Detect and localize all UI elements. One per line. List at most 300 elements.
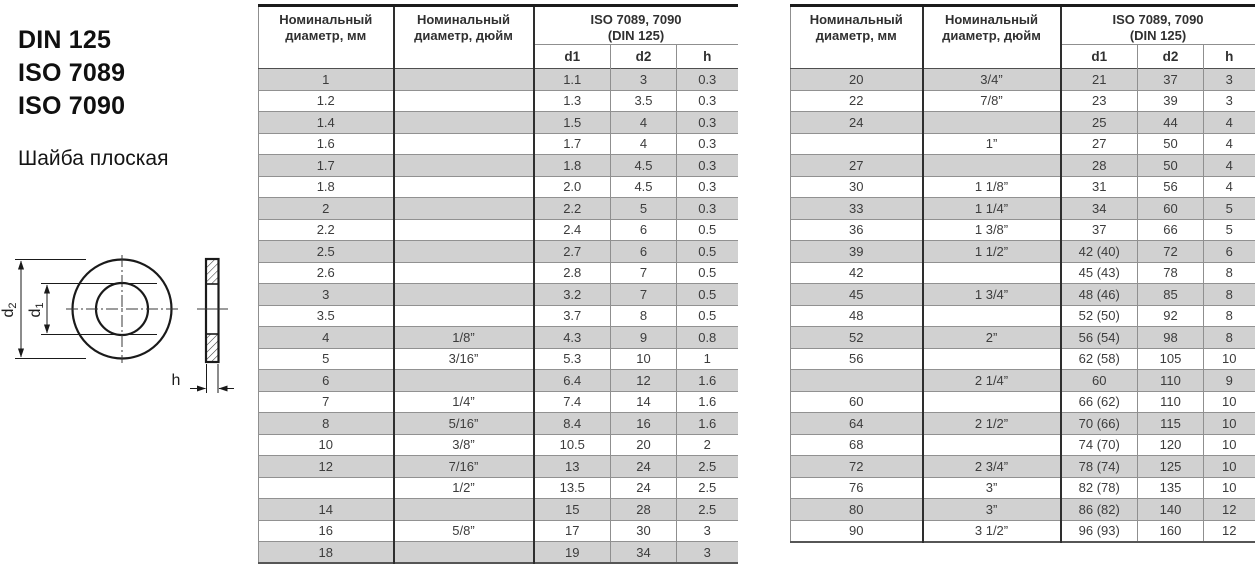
table-cell: 7 [611,284,677,306]
h-label: h [171,372,181,389]
table-header [259,6,738,69]
table-row [791,391,1255,413]
table-cell: 37 [1138,69,1204,91]
table-row [259,90,738,112]
table-row [791,155,1255,177]
table-cell: 62 (58) [1061,348,1138,370]
table-cell [394,305,534,327]
table-cell: 2.7 [534,241,611,263]
table-cell: 8 [1225,286,1233,302]
table-cell: 2.2 [534,198,611,220]
table-cell [923,112,1061,134]
table-row [791,477,1255,499]
table-cell: 76 [791,477,923,499]
table-cell: 3 [1225,71,1233,87]
header-d2: d2 [1138,45,1204,69]
table-row [259,370,738,392]
table-cell: 66 (62) [1061,391,1138,413]
washer-drawing [0,245,245,400]
table-cell: 1 3/4” [923,284,1061,306]
table-cell: 5 [611,198,677,220]
table-cell: 34 [1061,198,1138,220]
table-cell: 98 [1138,327,1204,349]
table-cell: 4.5 [611,155,677,177]
table-cell [791,133,923,155]
table-cell: 3.5 [259,305,394,327]
table-cell: 78 [1138,262,1204,284]
table-cell [923,391,1061,413]
table-cell: 0.8 [698,329,717,345]
table-cell: 92 [1138,305,1204,327]
table-cell: 30 [791,176,923,198]
table-cell: 9 [611,327,677,349]
table-cell: 48 [791,305,923,327]
table-cell: 1.7 [259,155,394,177]
table-cell: 8 [259,413,394,435]
table-cell: 19 [534,542,611,564]
table-cell: 1 1/4” [923,198,1061,220]
table-row [259,155,738,177]
header-nominal-mm: Номинальный диаметр, мм [259,6,394,69]
table-cell: 27 [791,155,923,177]
table-cell: 5 [1225,200,1233,216]
table-cell: 4 [1225,136,1233,152]
table-cell: 3” [923,477,1061,499]
table-cell: 0.3 [698,179,717,195]
table-cell: 2.5 [698,458,717,474]
table-cell: 2.8 [534,262,611,284]
table-cell [394,219,534,241]
table-cell: 74 (70) [1061,434,1138,456]
table-cell: 39 [791,241,923,263]
table-cell: 3.2 [534,284,611,306]
table-row [259,133,738,155]
table-row [791,284,1255,306]
table-cell: 36 [791,219,923,241]
table-row [259,262,738,284]
table-cell [394,370,534,392]
table-row [791,434,1255,456]
table-cell: 17 [534,520,611,542]
table-row [791,305,1255,327]
product-name: Шайба плоская [18,147,169,170]
table-cell: 5 [1225,222,1233,238]
header-nominal-inch: Номинальный диаметр, дюйм [923,6,1061,69]
left-table-body [259,69,738,564]
info-block [18,24,168,171]
front-view [66,255,178,363]
table-cell [394,69,534,91]
table-header [791,6,1255,69]
table-cell [923,262,1061,284]
table-cell: 39 [1138,90,1204,112]
table-cell: 7/16” [394,456,534,478]
table-cell: 10 [1222,351,1237,367]
table-cell: 1/8” [394,327,534,349]
table-cell: 2.2 [259,219,394,241]
table-row [791,499,1255,521]
table-cell: 34 [611,542,677,564]
table-cell [394,133,534,155]
table-cell: 10 [611,348,677,370]
table-cell: 48 (46) [1061,284,1138,306]
table-row [259,284,738,306]
table-cell: 33 [791,198,923,220]
table-cell [923,155,1061,177]
table-cell: 4 [1225,157,1233,173]
table-cell: 10 [1222,437,1237,453]
table-cell: 24 [611,477,677,499]
table-cell: 52 [791,327,923,349]
table-cell: 1/2” [394,477,534,499]
table-cell: 6 [611,241,677,263]
table-cell: 3 [1225,93,1233,109]
table-cell [259,477,394,499]
table-cell: 7 [611,262,677,284]
table-cell: 80 [791,499,923,521]
table-cell: 1” [923,133,1061,155]
table-row [791,520,1255,542]
table-cell: 15 [534,499,611,521]
table-cell: 4 [1225,179,1233,195]
table-cell: 72 [791,456,923,478]
table-cell [394,262,534,284]
table-row [791,262,1255,284]
table-cell: 110 [1138,391,1204,413]
table-cell: 6 [259,370,394,392]
table-row [791,456,1255,478]
table-cell: 13 [534,456,611,478]
table-cell: 12 [259,456,394,478]
table-cell: 4.5 [611,176,677,198]
table-cell: 105 [1138,348,1204,370]
table-cell: 0.5 [698,265,717,281]
side-view [197,259,228,362]
table-row [791,327,1255,349]
right-table-body [791,69,1255,542]
table-cell: 9 [1225,372,1233,388]
table-row [259,434,738,456]
table-cell: 120 [1138,434,1204,456]
table-cell: 50 [1138,155,1204,177]
table-cell: 25 [1061,112,1138,134]
table-cell [923,305,1061,327]
hatched-section-top [206,259,219,284]
table-cell: 1.1 [534,69,611,91]
table-cell: 6.4 [534,370,611,392]
table-cell: 0.5 [698,286,717,302]
table-row [791,370,1255,392]
table-cell: 1.7 [534,133,611,155]
table-cell: 10 [1222,415,1237,431]
table-cell: 16 [611,413,677,435]
table-cell [394,241,534,263]
table-row [791,413,1255,435]
table-cell: 0.3 [698,200,717,216]
table-cell: 2.4 [534,219,611,241]
table-cell [394,155,534,177]
header-h: h [1225,49,1234,64]
table-cell [394,112,534,134]
header-iso-group [1061,6,1255,45]
table-cell: 135 [1138,477,1204,499]
table-cell: 5/8” [394,520,534,542]
table-row [259,542,738,564]
table-cell: 0.3 [698,93,717,109]
table-cell: 0.3 [698,157,717,173]
table-cell: 4 [611,112,677,134]
table-cell: 1.6 [698,372,717,388]
table-cell: 12 [611,370,677,392]
header-iso-group [534,6,738,45]
table-row [791,241,1255,263]
table-cell: 160 [1138,520,1204,542]
table-row [791,219,1255,241]
table-cell: 5.3 [534,348,611,370]
table-cell: 3 [703,523,711,539]
table-cell: 0.3 [698,71,717,87]
table-cell [394,176,534,198]
table-cell: 2.5 [698,501,717,517]
table-cell: 56 [791,348,923,370]
table-row [259,477,738,499]
table-row [791,112,1255,134]
table-cell [394,499,534,521]
table-cell: 1.6 [698,394,717,410]
table-cell: 72 [1138,241,1204,263]
table-cell: 16 [259,520,394,542]
table-cell: 2 1/4” [923,370,1061,392]
table-cell: 27 [1061,133,1138,155]
table-cell [394,284,534,306]
table-cell: 10 [1222,458,1237,474]
table-cell: 7.4 [534,391,611,413]
table-cell: 20 [611,434,677,456]
table-cell: 7/8” [923,90,1061,112]
table-cell: 3/16” [394,348,534,370]
table-cell: 1.8 [259,176,394,198]
table-cell: 45 (43) [1061,262,1138,284]
table-cell: 60 [1061,370,1138,392]
table-cell: 2.6 [259,262,394,284]
header-d1: d1 [1061,45,1138,69]
table-cell: 42 (40) [1061,241,1138,263]
table-cell: 96 (93) [1061,520,1138,542]
table-cell: 64 [791,413,923,435]
table-cell: 4.3 [534,327,611,349]
table-cell: 12 [1222,501,1237,517]
table-cell [923,348,1061,370]
table-cell: 31 [1061,176,1138,198]
table-cell: 110 [1138,370,1204,392]
table-cell: 3 [703,544,711,560]
table-cell: 1 3/8” [923,219,1061,241]
table-cell [923,434,1061,456]
table-row [259,241,738,263]
table-cell: 1.4 [259,112,394,134]
table-cell: 85 [1138,284,1204,306]
table-cell: 10 [259,434,394,456]
table-cell: 10.5 [534,434,611,456]
table-cell: 68 [791,434,923,456]
table-cell: 5 [259,348,394,370]
header-d2: d2 [611,45,677,69]
table-row [791,176,1255,198]
table-cell: 90 [791,520,923,542]
table-cell: 13.5 [534,477,611,499]
header-h: h [703,49,712,64]
table-cell: 0.5 [698,243,717,259]
table-cell: 1 [259,69,394,91]
table-cell: 8 [1225,265,1233,281]
table-cell: 0.3 [698,136,717,152]
table-cell: 14 [611,391,677,413]
spec-table-large-sizes [790,4,1255,543]
table-cell: 115 [1138,413,1204,435]
table-cell: 21 [1061,69,1138,91]
table-cell: 10 [1222,394,1237,410]
table-cell: 8 [1225,329,1233,345]
table-row [259,499,738,521]
table-row [791,198,1255,220]
table-cell: 3/8” [394,434,534,456]
header-nominal-inch: Номинальный диаметр, дюйм [394,6,534,69]
table-cell: 60 [1138,198,1204,220]
header-nominal-mm: Номинальный диаметр, мм [791,6,923,69]
header-iso-line1: ISO 7089, 7090 [590,12,682,27]
table-cell: 0.3 [698,114,717,130]
table-cell: 56 [1138,176,1204,198]
table-row [259,305,738,327]
table-row [259,198,738,220]
table-cell: 2 3/4” [923,456,1061,478]
table-row [791,133,1255,155]
table-cell: 1.6 [698,415,717,431]
table-cell: 45 [791,284,923,306]
table-cell: 8 [1225,308,1233,324]
table-cell: 2” [923,327,1061,349]
table-cell: 1 1/2” [923,241,1061,263]
table-cell: 2 1/2” [923,413,1061,435]
table-cell: 1.3 [534,90,611,112]
table-cell: 3 [259,284,394,306]
table-cell: 1.5 [534,112,611,134]
table-cell: 30 [611,520,677,542]
table-row [259,112,738,134]
table-cell: 14 [259,499,394,521]
table-row [259,520,738,542]
table-row [259,69,738,91]
standard-iso-7089: ISO 7089 [18,59,126,87]
table-row [791,348,1255,370]
table-cell [394,198,534,220]
table-cell: 3 1/2” [923,520,1061,542]
table-cell: 2 [259,198,394,220]
table-cell: 20 [791,69,923,91]
table-cell: 6 [1225,243,1233,259]
table-cell: 1 [703,351,711,367]
table-cell: 60 [791,391,923,413]
header-iso-line1: ISO 7089, 7090 [1112,12,1204,27]
table-cell: 50 [1138,133,1204,155]
table-cell: 70 (66) [1061,413,1138,435]
table-cell: 0.5 [698,308,717,324]
table-cell: 1.8 [534,155,611,177]
table-cell: 23 [1061,90,1138,112]
table-row [791,69,1255,91]
table-cell: 24 [791,112,923,134]
d2-label: d2 [0,302,19,318]
table-cell: 1 1/8” [923,176,1061,198]
table-cell: 82 (78) [1061,477,1138,499]
table-cell: 52 (50) [1061,305,1138,327]
table-cell: 3.5 [611,90,677,112]
table-row [259,219,738,241]
table-cell: 0.5 [698,222,717,238]
table-row [259,348,738,370]
table-cell: 44 [1138,112,1204,134]
table-cell: 2 [703,437,711,453]
dimension-h [190,364,234,393]
table-cell: 24 [611,456,677,478]
table-cell: 42 [791,262,923,284]
table-cell: 1.2 [259,90,394,112]
table-cell: 28 [611,499,677,521]
header-iso-line2: (DIN 125) [607,28,665,43]
table-cell: 12 [1222,523,1237,538]
table-cell: 5/16” [394,413,534,435]
table-cell: 66 [1138,219,1204,241]
table-cell: 10 [1222,480,1237,496]
table-cell: 140 [1138,499,1204,521]
table-row [259,176,738,198]
header-iso-line2: (DIN 125) [1129,28,1187,43]
table-cell: 37 [1061,219,1138,241]
table-cell: 3/4” [923,69,1061,91]
table-cell: 1/4” [394,391,534,413]
table-cell: 4 [259,327,394,349]
table-row [791,90,1255,112]
standard-din-125: DIN 125 [18,26,112,54]
table-row [259,456,738,478]
table-cell: 78 (74) [1061,456,1138,478]
table-cell: 4 [611,133,677,155]
table-cell: 6 [611,219,677,241]
table-cell [394,90,534,112]
table-cell: 7 [259,391,394,413]
spec-table-small-sizes [258,4,738,564]
table-cell: 3 [611,69,677,91]
table-row [259,327,738,349]
table-cell: 28 [1061,155,1138,177]
table-cell: 86 (82) [1061,499,1138,521]
table-cell: 3” [923,499,1061,521]
table-cell [394,542,534,564]
table-cell: 1.6 [259,133,394,155]
table-cell: 125 [1138,456,1204,478]
table-cell: 2.5 [259,241,394,263]
d1-label: d1 [27,302,46,318]
table-cell: 56 (54) [1061,327,1138,349]
standard-iso-7090: ISO 7090 [18,92,126,120]
table-cell: 8 [611,305,677,327]
table-cell: 3.7 [534,305,611,327]
table-cell: 4 [1225,114,1233,130]
table-cell [791,370,923,392]
table-cell: 2.5 [698,480,717,496]
table-cell: 22 [791,90,923,112]
header-d1: d1 [534,45,611,69]
